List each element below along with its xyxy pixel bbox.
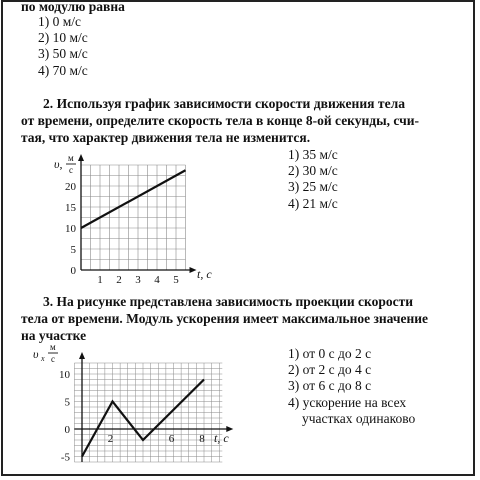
q3-option-2: 2) от 2 с до 4 с	[288, 362, 372, 378]
q3-x-tick-label: 2	[107, 433, 114, 445]
q3-x-tick-label: 6	[168, 433, 175, 445]
q3-y-tick-label: 10	[59, 369, 70, 381]
q2-x-tick-label: 5	[173, 274, 179, 286]
q3-x-tick-label: 8	[199, 433, 205, 445]
q3-line-1: 3. На рисунке представлена зависимость проекции скорости	[43, 294, 414, 309]
q2-x-tick-label: 3	[135, 274, 141, 286]
q3-y-tick-label: 5	[64, 396, 70, 409]
q2-option-3: 3) 25 м/с	[288, 179, 338, 195]
q3-grid	[74, 363, 222, 462]
q1-option-2: 2) 10 м/с	[38, 30, 88, 46]
q1-option-4: 4) 70 м/с	[38, 62, 88, 78]
q3-y-unit-top: м	[50, 342, 56, 352]
q2-options	[288, 147, 338, 212]
q2-series	[81, 170, 186, 228]
q1-option-1: 1) 0 м/с	[38, 14, 82, 29]
q3-option-4-continued: участках одинаково	[302, 410, 416, 426]
q2-x-tick-label: 1	[97, 274, 103, 286]
q2-y-tick-label: 0	[70, 265, 76, 277]
q2-y-unit-bottom: с	[69, 165, 73, 175]
q2-x-label: t, c	[197, 267, 212, 281]
q2-line-2: от времени, определите скорость тела в конце 8-ой секунды, счи-	[21, 113, 420, 128]
q2-x-axis-arrow	[190, 267, 197, 273]
q1-option-3: 3) 50 м/с	[38, 46, 88, 62]
q3-y-symbol: υ	[33, 347, 39, 361]
q3-option-4: 4) ускорение на всех	[288, 394, 407, 410]
q2-x-tick-label: 2	[116, 274, 122, 286]
q3-y-tick-label: -5	[60, 451, 70, 464]
q2-y-axis-arrow	[78, 154, 84, 161]
q3-option-1: 1) от 0 с до 2 с	[288, 346, 372, 361]
q1-lead: по модулю равна	[21, 0, 125, 14]
q3-line-3: на участке	[21, 328, 87, 343]
q3-options	[288, 346, 415, 427]
q2-option-1: 1) 35 м/с	[288, 147, 338, 162]
q3-y-unit-bottom: с	[51, 354, 55, 364]
q2-line-3: тая, что характер движения тела не изменится.	[21, 130, 311, 145]
q2-option-4: 4) 21 м/с	[288, 195, 338, 211]
q3-x-label: t, c	[214, 431, 229, 445]
q2-line-1: 2. Используя график зависимости скорости движения тела	[43, 96, 406, 111]
q3-y-axis-arrow	[79, 352, 85, 359]
q2-y-tick-label: 20	[65, 181, 76, 193]
q2-y-symbol: υ,	[54, 157, 63, 171]
q2-axes	[78, 154, 197, 273]
q2-velocity-chart	[21, 147, 281, 287]
q3-y-tick-label: 0	[64, 424, 70, 436]
q2-y-tick-label: 10	[65, 223, 76, 235]
q2-y-unit-top: м	[68, 153, 74, 163]
q3-velocity-projection-chart	[21, 341, 281, 476]
worksheet-page	[1, 0, 475, 476]
q2-y-tick-label: 15	[65, 202, 76, 214]
q2-y-tick-label: 5	[70, 244, 76, 256]
q2-velocity-line	[81, 170, 186, 228]
q3-option-3: 3) от 6 с до 8 с	[288, 378, 372, 394]
q3-line-2: тела от времени. Модуль ускорения имеет максимальное значение	[21, 311, 429, 326]
q1-options	[38, 14, 88, 79]
q2-option-2: 2) 30 м/с	[288, 163, 338, 179]
q2-x-tick-label: 4	[154, 274, 160, 286]
q3-y-subscript: x	[41, 354, 45, 363]
q3-tick-labels	[59, 369, 205, 464]
q2-grid	[81, 165, 186, 270]
